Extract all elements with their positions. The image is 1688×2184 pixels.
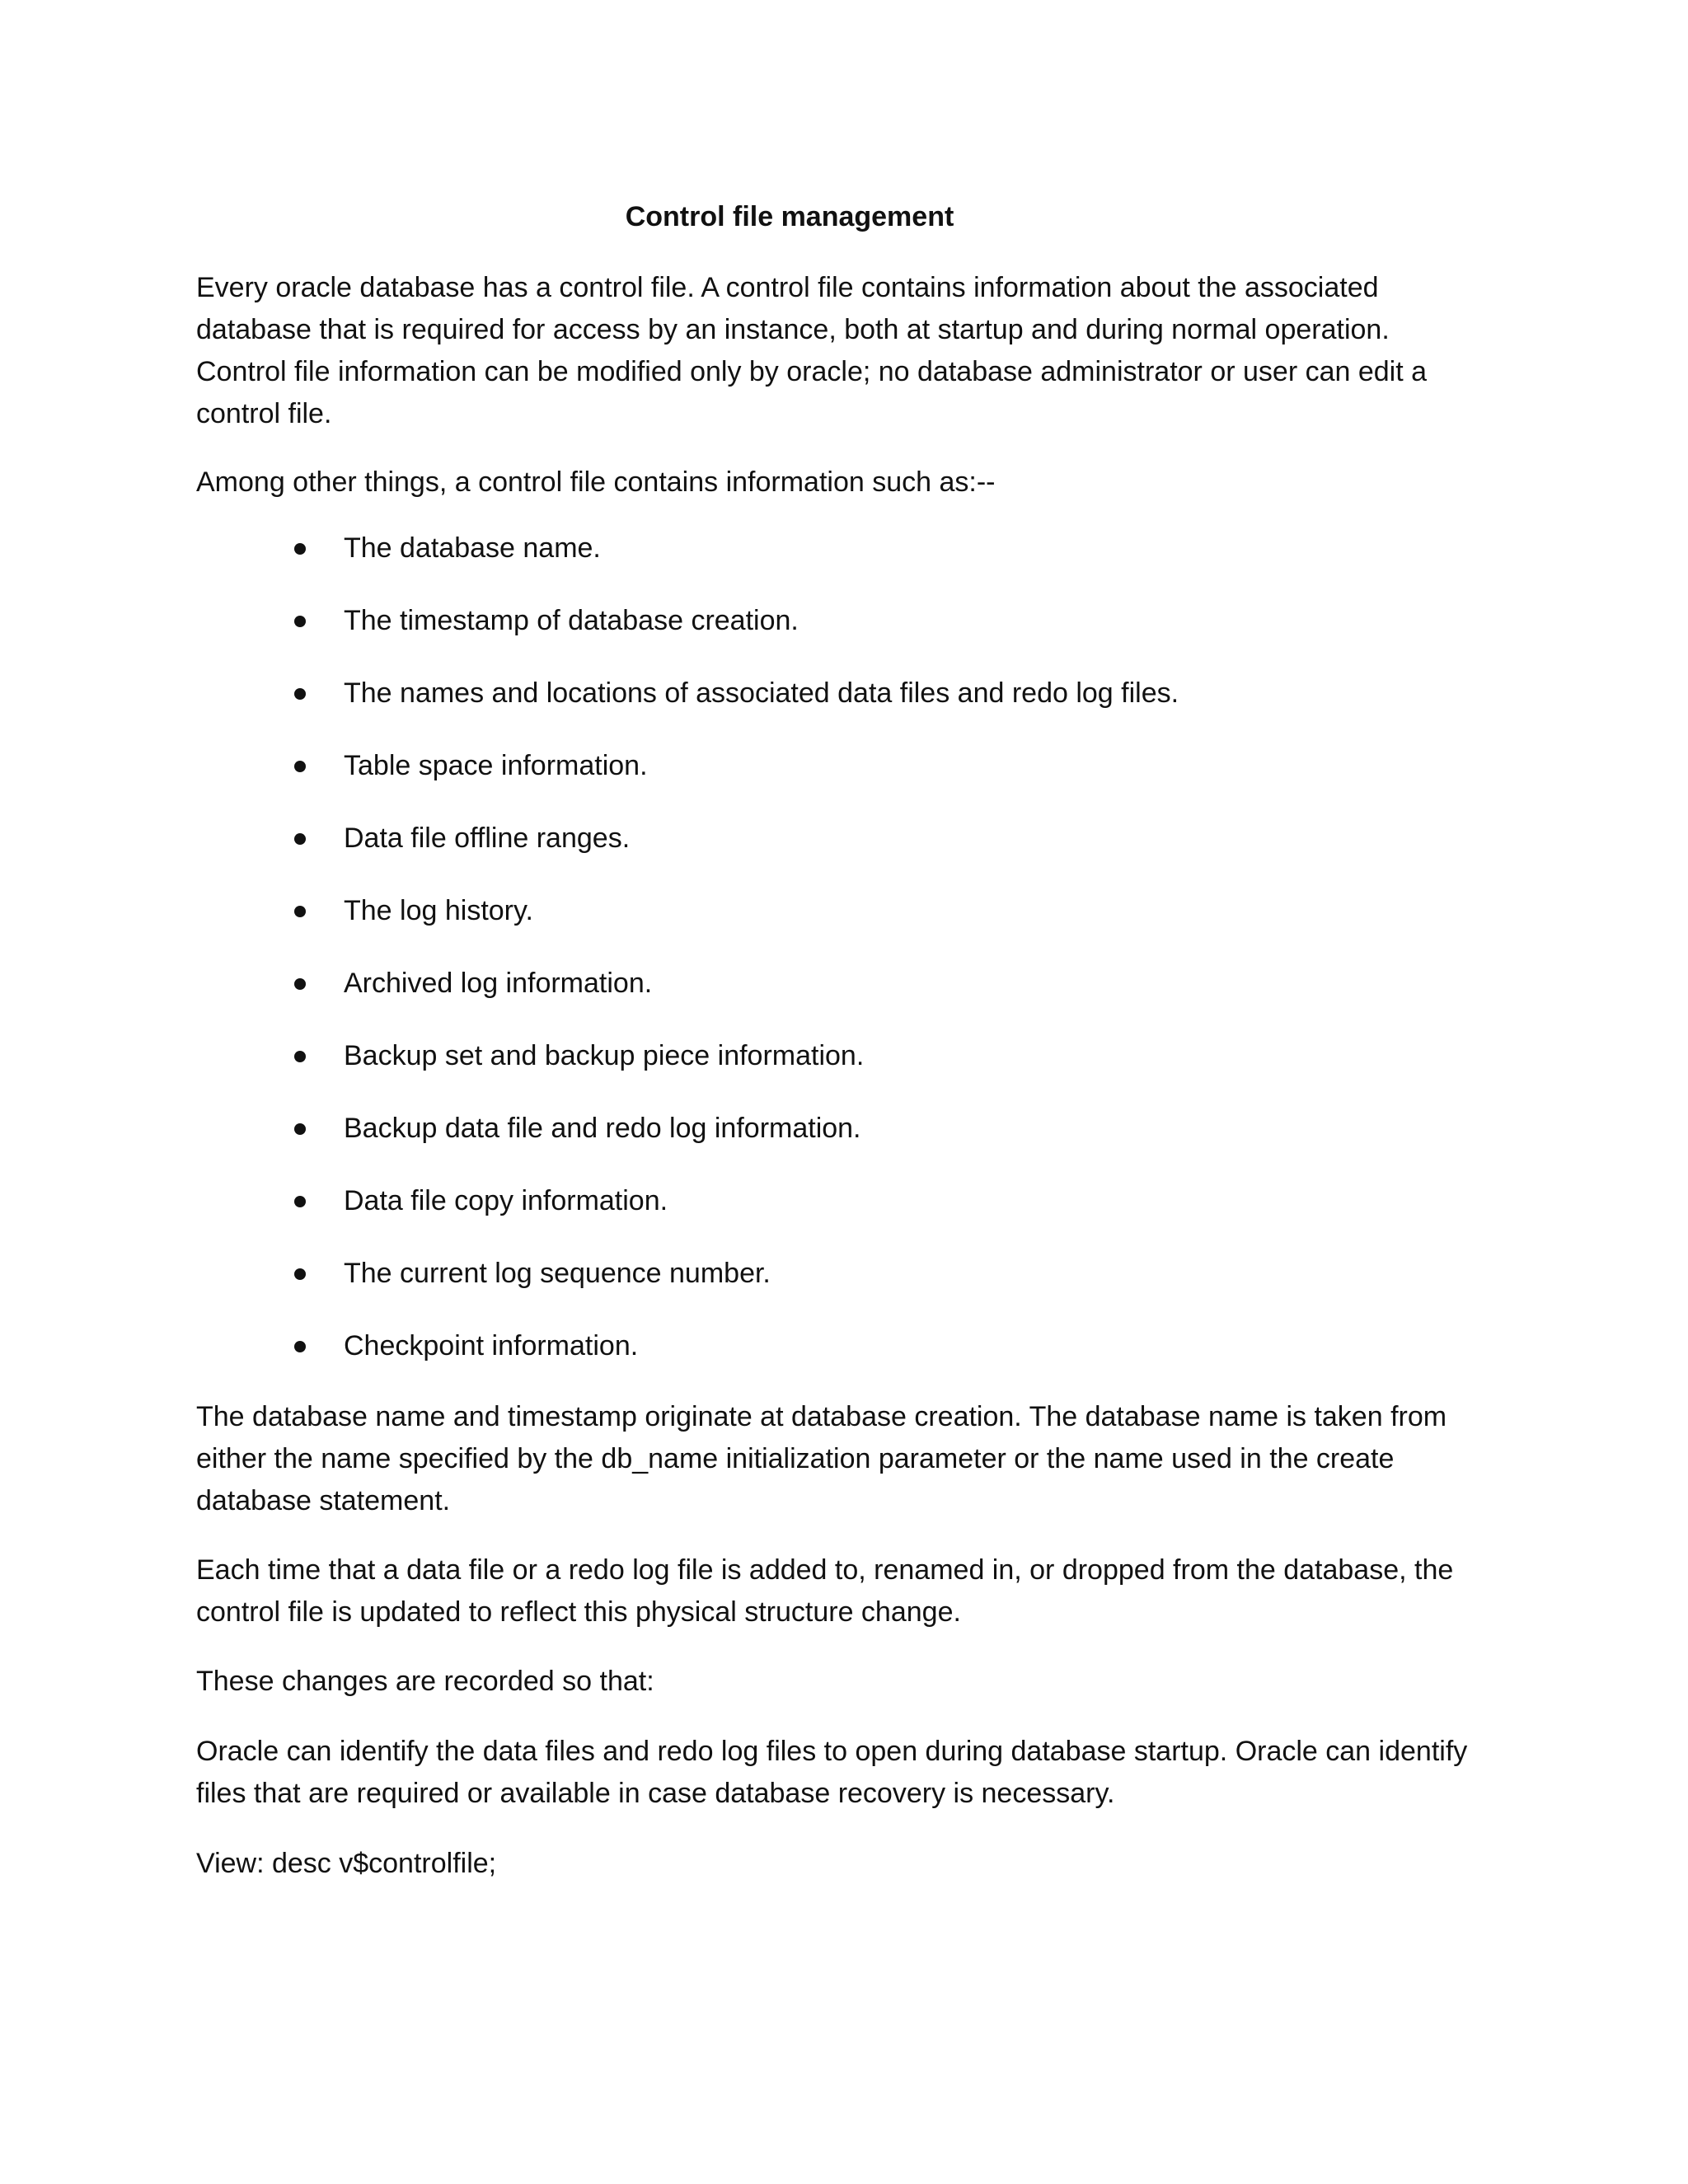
structure-change-paragraph: Each time that a data file or a redo log file is added to, renamed in, or dropped from the database, the control file is updated to reflect this physical structure change. bbox=[196, 1554, 1454, 1628]
intro-paragraph: Every oracle database has a control file. A control file contains information about the associated database that is required for access by an instance, both at startup and during normal operation. Control file information can be modified only by oracle; no database administrator or user can edit a control file. bbox=[196, 272, 1428, 429]
list-item-text: Table space information. bbox=[344, 750, 648, 781]
bullet-icon bbox=[294, 688, 306, 700]
view-line: View: desc v$controlfile; bbox=[196, 1848, 497, 1879]
bullet-icon bbox=[294, 833, 306, 845]
bullet-icon bbox=[294, 1341, 306, 1352]
list-item-text: The log history. bbox=[344, 895, 533, 926]
bullet-icon bbox=[294, 1268, 306, 1280]
list-item-text: Data file offline ranges. bbox=[344, 823, 631, 854]
oracle-identify-paragraph: Oracle can identify the data files and redo log files to open during database startup. Oracle can identify files that are required or available in case database recovery is necessary. bbox=[196, 1736, 1468, 1809]
list-item-text: Backup data file and redo log information. bbox=[344, 1113, 861, 1144]
document-title: Control file management bbox=[625, 201, 954, 232]
list-item-text: The database name. bbox=[344, 532, 601, 564]
db-name-origin-paragraph: The database name and timestamp originate at database creation. The database name is taken from either the name specified by the db_name initialization parameter or the name used in the create database statement. bbox=[196, 1401, 1447, 1516]
bullet-icon bbox=[294, 1196, 306, 1207]
bullet-icon bbox=[294, 906, 306, 917]
list-item-text: Checkpoint information. bbox=[344, 1330, 639, 1361]
list-item-text: Archived log information. bbox=[344, 968, 653, 999]
bullet-icon bbox=[294, 978, 306, 990]
bullet-icon bbox=[294, 761, 306, 772]
list-item-text: Data file copy information. bbox=[344, 1185, 668, 1216]
list-item-text: The names and locations of associated data files and redo log files. bbox=[344, 677, 1179, 709]
list-item-text: Backup set and backup piece information. bbox=[344, 1040, 865, 1071]
list-item-text: The timestamp of database creation. bbox=[344, 605, 799, 636]
bullet-icon bbox=[294, 1123, 306, 1135]
changes-recorded-paragraph: These changes are recorded so that: bbox=[196, 1666, 654, 1697]
bullet-icon bbox=[294, 616, 306, 627]
list-item-text: The current log sequence number. bbox=[344, 1258, 771, 1289]
list-intro-paragraph: Among other things, a control file contains information such as:-- bbox=[196, 466, 996, 498]
bullet-icon bbox=[294, 543, 306, 555]
bullet-icon bbox=[294, 1051, 306, 1062]
